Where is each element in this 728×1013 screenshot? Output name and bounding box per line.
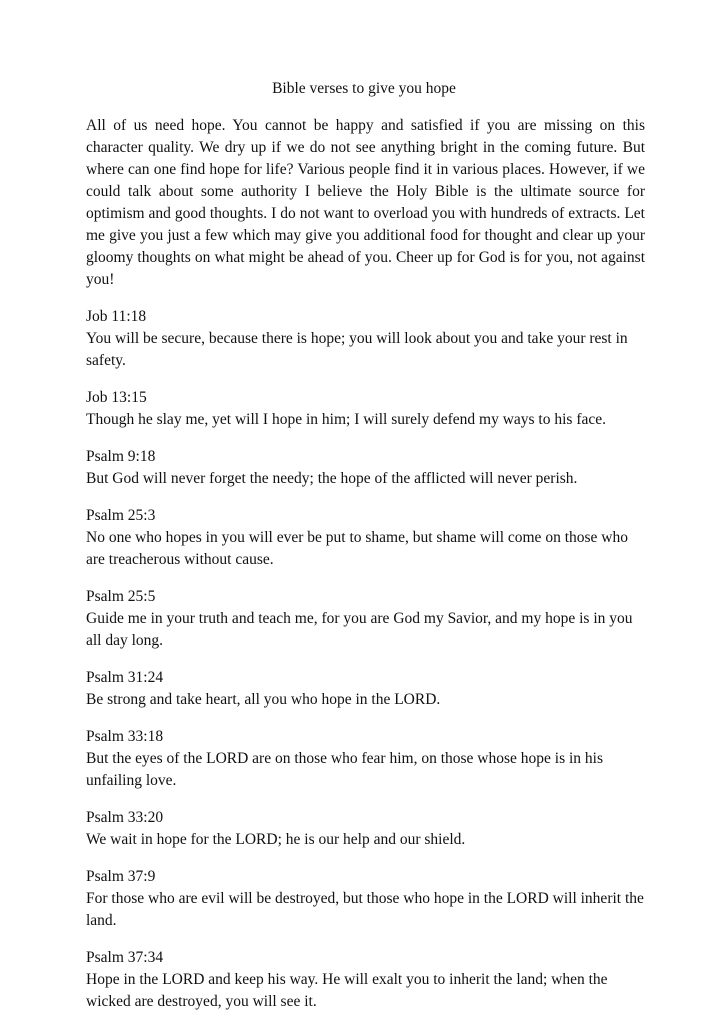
document-body <box>0 115 728 1013</box>
verse-reference: Psalm 37:34 <box>86 949 164 966</box>
verse-text: But God will never forget the needy; the hope of the afflicted will never perish. <box>86 470 578 487</box>
verse-text: We wait in hope for the LORD; he is our help and our shield. <box>86 831 466 848</box>
verse-reference: Job 11:18 <box>86 308 147 325</box>
verse-reference: Psalm 9:18 <box>86 448 156 465</box>
verse-block <box>86 586 645 652</box>
verse-reference: Job 13:15 <box>86 389 147 406</box>
verse-text: You will be secure, because there is hope; you will look about you and take your rest in safety. <box>86 330 628 369</box>
verse-block <box>86 947 645 1013</box>
verse-block <box>86 505 645 571</box>
intro-paragraph: All of us need hope. You cannot be happy and satisfied if you are missing on this character quality. We dry up if we do not see anything bright in the coming future. But where can one find hope for life? Various people find it in various places. However, if we could talk about some authority I believe the Holy Bible is the ultimate source for optimism and good thoughts. I do not want to overload you with hundreds of extracts. Let me give you just a few which may give you additional food for thought and clear up your gloomy thoughts on what might be ahead of you. Cheer up for God is for you, not against you! <box>86 117 645 288</box>
verse-reference: Psalm 31:24 <box>86 669 164 686</box>
verse-block <box>86 387 645 431</box>
verse-text: Hope in the LORD and keep his way. He will exalt you to inherit the land; when the wicked are destroyed, you will see it. <box>86 971 608 1010</box>
verse-block <box>86 667 645 711</box>
verse-reference: Psalm 25:3 <box>86 507 156 524</box>
verse-text: But the eyes of the LORD are on those who fear him, on those whose hope is in his unfailing love. <box>86 750 604 789</box>
verse-text: Though he slay me, yet will I hope in him; I will surely defend my ways to his face. <box>86 411 606 428</box>
verse-text: No one who hopes in you will ever be put to shame, but shame will come on those who are treacherous without cause. <box>86 529 628 568</box>
verse-text: Be strong and take heart, all you who hope in the LORD. <box>86 691 441 708</box>
verse-block <box>86 306 645 372</box>
verse-reference: Psalm 33:18 <box>86 728 164 745</box>
page-title: Bible verses to give you hope <box>272 80 456 97</box>
verse-text: Guide me in your truth and teach me, for you are God my Savior, and my hope is in you all day long. <box>86 610 633 649</box>
verse-block <box>86 807 645 851</box>
verse-block <box>86 446 645 490</box>
verse-block <box>86 866 645 932</box>
verse-reference: Psalm 25:5 <box>86 588 156 605</box>
verse-text: For those who are evil will be destroyed, but those who hope in the LORD will inherit the land. <box>86 890 644 929</box>
verse-block <box>86 726 645 792</box>
verse-reference: Psalm 37:9 <box>86 868 156 885</box>
verse-reference: Psalm 33:20 <box>86 809 164 826</box>
